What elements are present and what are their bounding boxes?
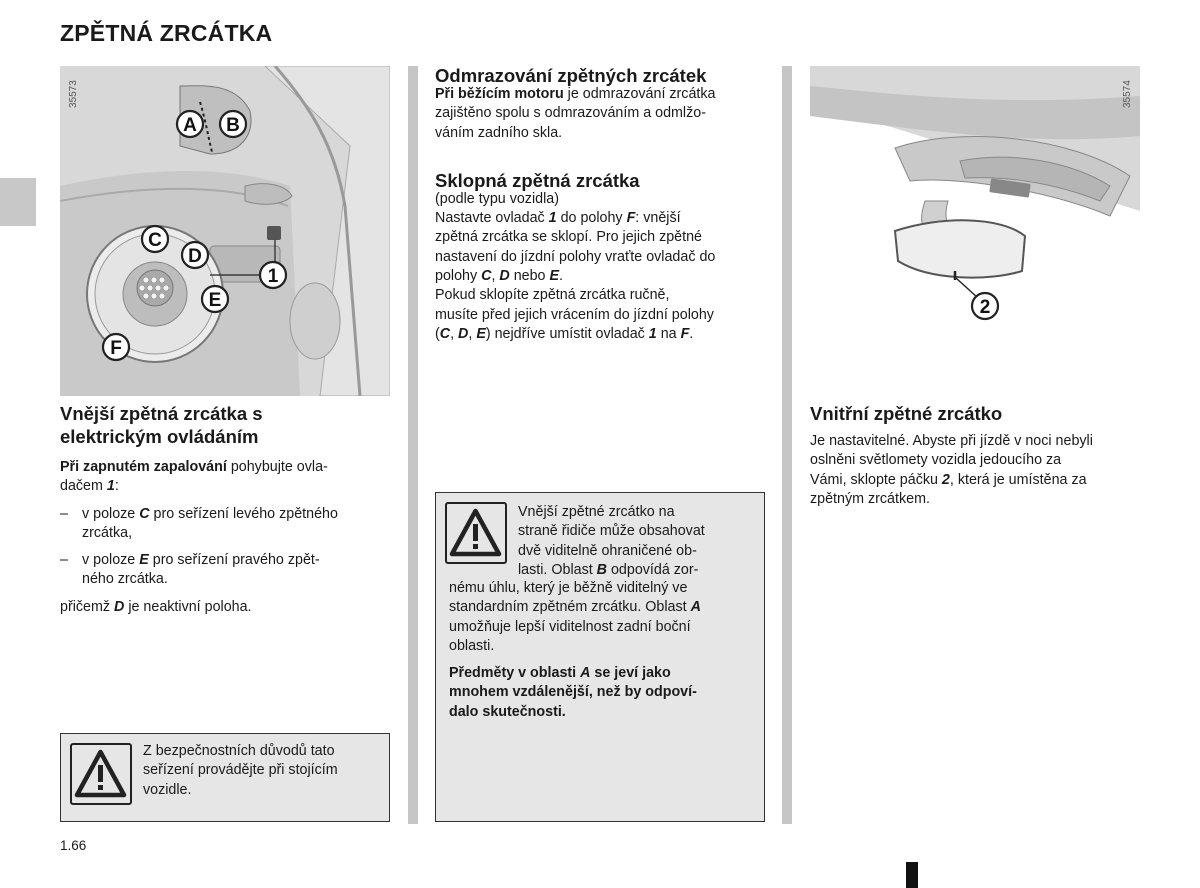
warning-text-top: Vnější zpětné zrcátko na straně řidiče může obsahovat dvě viditelně ohraničené ob- lasti. Oblast B odpovídá zor- <box>518 504 705 578</box>
position-list <box>60 505 392 590</box>
door-panel-illustration <box>60 66 390 396</box>
heading-folding: Sklopná zpětná zrcátka <box>435 169 640 191</box>
label-2: 2 <box>979 297 991 318</box>
figure-number: 35574 <box>1122 80 1133 108</box>
page-number: 1.66 <box>60 838 87 853</box>
defrost-paragraph: Při běžícím motoru je odmrazování zrcátka zajištěno spolu s odmrazováním a odmlžo- váním zadního skla. <box>435 86 716 141</box>
label-e: E <box>208 290 222 311</box>
note-paragraph: přičemž D je neaktivní poloha. <box>60 598 252 615</box>
heading-defrost: Odmrazování zpětných zrcátek <box>435 65 707 86</box>
section-defrost-folding <box>435 64 765 344</box>
warning-text-bold: Předměty v oblasti A se jeví jako mnohem vzdálenější, než by odpoví- dalo skutečnosti. <box>449 665 697 720</box>
column-divider-right <box>782 66 792 824</box>
label-b: B <box>226 115 240 136</box>
label-a: A <box>183 115 197 136</box>
warning-triangle-icon <box>445 502 507 564</box>
label-d: D <box>188 246 202 267</box>
section-tab <box>0 178 36 226</box>
safety-warning-box <box>60 733 390 822</box>
folding-paragraph: Nastavte ovladač 1 do polohy F: vnější zpětná zrcátka se sklopí. Pro jejich zpětné nastavení do jízdní polohy vraťte ovladač do polohy C, D nebo E. <box>435 210 716 285</box>
list-item: – v poloze C pro seřízení levého zpětného zrcátka, <box>60 505 392 544</box>
mirror-zones-warning-box <box>435 492 765 822</box>
manual-folding-paragraph: Pokud sklopíte zpětná zrcátka ručně, musíte před jejich vrácením do jízdní polohy (C, D, E) nejdříve umístit ovladač 1 na F. <box>435 287 714 342</box>
warning-text-bottom: nému úhlu, který je běžně viditelný ve standardním zpětném zrcátku. Oblast A umožňuje lepší viditelnost zadní boční oblasti. <box>449 580 701 654</box>
section-interior-mirror <box>810 402 1141 509</box>
warning-triangle-icon <box>70 743 132 805</box>
label-c: C <box>148 230 162 251</box>
interior-mirror-drawing <box>810 66 1140 396</box>
column-divider-left <box>408 66 418 824</box>
heading-interior: Vnitřní zpětné zrcátko <box>810 403 1003 424</box>
figure-number: 35573 <box>68 80 79 108</box>
label-f: F <box>110 338 122 359</box>
figure-labels <box>60 66 390 396</box>
intro-paragraph: Při zapnutém zapalování pohybujte ovla- dačem 1: <box>60 459 328 495</box>
safety-warning-text: Z bezpečnostních důvodů tato seřízení provádějte při stojícím vozidle. <box>143 743 338 798</box>
label-1: 1 <box>267 266 279 287</box>
page-edge-marker <box>906 862 918 888</box>
list-item: – v poloze E pro seřízení pravého zpět- ného zrcátka. <box>60 551 392 590</box>
folding-subheading: (podle typu vozidla) <box>435 190 559 207</box>
section-heading: Vnější zpětná zrcátka s elektrickým ovládáním <box>60 403 263 447</box>
page-title: ZPĚTNÁ ZRCÁTKA <box>60 20 273 46</box>
interior-paragraph: Je nastavitelné. Abyste při jízdě v noci nebyli oslněni světlomety vozidla jedoucího za Vámi, sklopte páčku 2, která je umístěna za zpětným zrcátkem. <box>810 433 1093 507</box>
section-exterior-mirrors <box>60 402 392 617</box>
interior-mirror-illustration <box>810 66 1140 396</box>
